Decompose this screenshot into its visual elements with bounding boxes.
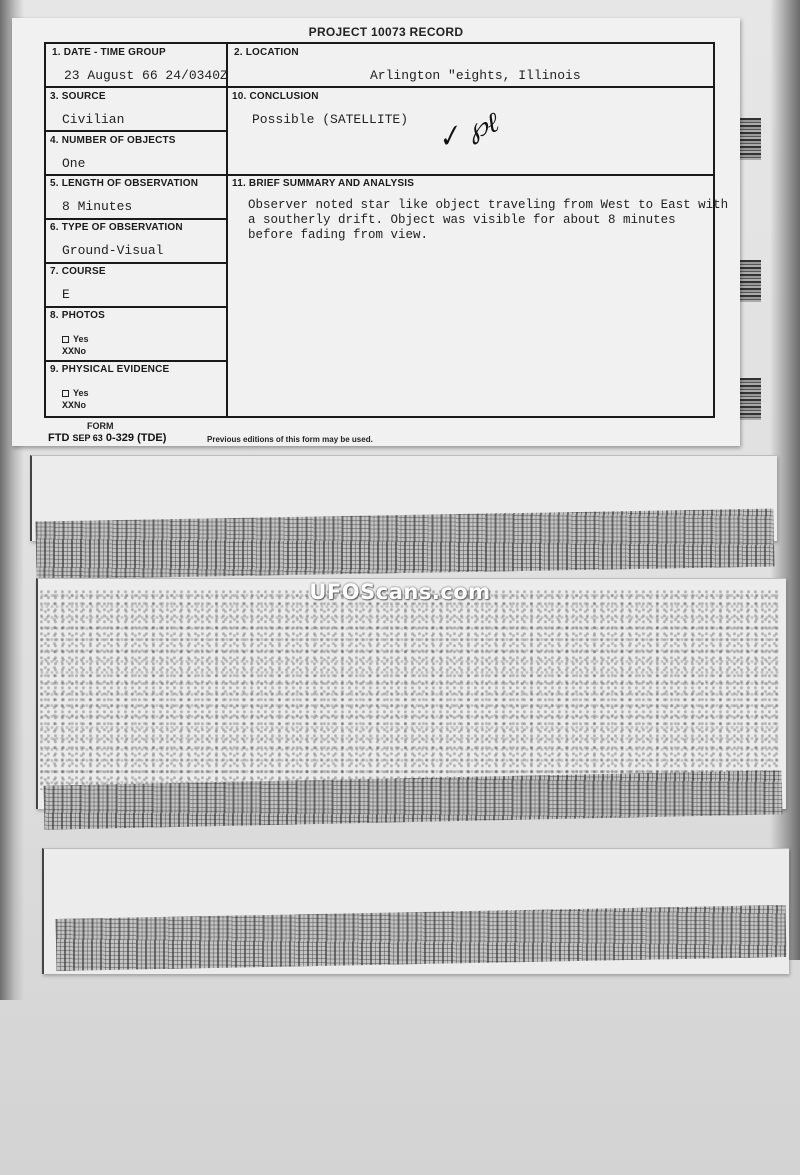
form-id xyxy=(48,432,166,444)
conclusion-label: 10. CONCLUSION xyxy=(232,91,319,102)
summary-text xyxy=(248,198,738,243)
form-date-code: SEP 63 xyxy=(72,433,103,443)
summary-line: before fading from view. xyxy=(248,228,429,242)
number-of-objects-label: 4. NUMBER OF OBJECTS xyxy=(50,135,176,146)
row-divider xyxy=(46,306,226,308)
row-divider xyxy=(46,174,713,176)
record-title: PROJECT 10073 RECORD xyxy=(308,25,464,39)
row-divider xyxy=(46,360,226,362)
record-card xyxy=(12,18,740,446)
date-time-value: 23 August 66 24/0340Z xyxy=(64,68,228,83)
form-ftd: FTD xyxy=(48,432,70,444)
type-of-observation-label: 6. TYPE OF OBSERVATION xyxy=(50,222,183,233)
source-label: 3. SOURCE xyxy=(50,91,106,102)
summary-line: Observer noted star like object traveling from West to East with xyxy=(248,198,729,212)
evidence-yes-label: Yes xyxy=(73,388,89,398)
summary-label: 11. BRIEF SUMMARY AND ANALYSIS xyxy=(232,178,415,189)
course-value: E xyxy=(62,287,70,302)
photos-label: 8. PHOTOS xyxy=(50,310,105,321)
photos-yes-label: Yes xyxy=(73,334,89,344)
type-of-observation-value: Ground-Visual xyxy=(62,243,164,258)
summary-line: a southerly drift. Object was visible for about 8 minutes xyxy=(248,213,676,227)
evidence-no-mark: XX xyxy=(62,401,75,412)
location-label: 2. LOCATION xyxy=(234,47,299,58)
row-divider xyxy=(46,86,713,88)
length-of-observation-label: 5. LENGTH OF OBSERVATION xyxy=(50,178,199,189)
location-value: Arlington "eights, Illinois xyxy=(370,68,581,83)
photos-yes-option xyxy=(62,334,89,344)
evidence-no-option xyxy=(62,400,86,412)
length-of-observation-value: 8 Minutes xyxy=(62,199,133,214)
photos-no-mark: XX xyxy=(62,347,75,358)
scan-noise-field xyxy=(40,590,780,790)
form-label: FORM xyxy=(87,421,114,431)
row-divider xyxy=(46,218,226,220)
column-divider xyxy=(226,44,228,416)
row-divider xyxy=(46,130,226,132)
handwritten-initials: ✓ ℘ℓ xyxy=(432,105,503,157)
watermark-text: UFOScans.com xyxy=(309,580,491,604)
course-label: 7. COURSE xyxy=(50,266,106,277)
physical-evidence-label: 9. PHYSICAL EVIDENCE xyxy=(50,364,170,375)
form-editions-note: Previous editions of this form may be used. xyxy=(207,435,373,444)
source-value: Civilian xyxy=(62,112,125,127)
photos-no-option xyxy=(62,346,86,358)
number-of-objects-value: One xyxy=(62,156,86,171)
row-divider xyxy=(46,262,226,264)
evidence-no-label: No xyxy=(74,400,87,410)
conclusion-value: Possible (SATELLITE) xyxy=(252,112,409,127)
form-number: 0-329 (TDE) xyxy=(105,432,167,444)
date-time-label: 1. DATE - TIME GROUP xyxy=(52,47,166,58)
checkbox-icon xyxy=(62,336,69,343)
evidence-yes-option xyxy=(62,388,89,398)
checkbox-icon xyxy=(62,390,69,397)
photos-no-label: No xyxy=(74,346,87,356)
